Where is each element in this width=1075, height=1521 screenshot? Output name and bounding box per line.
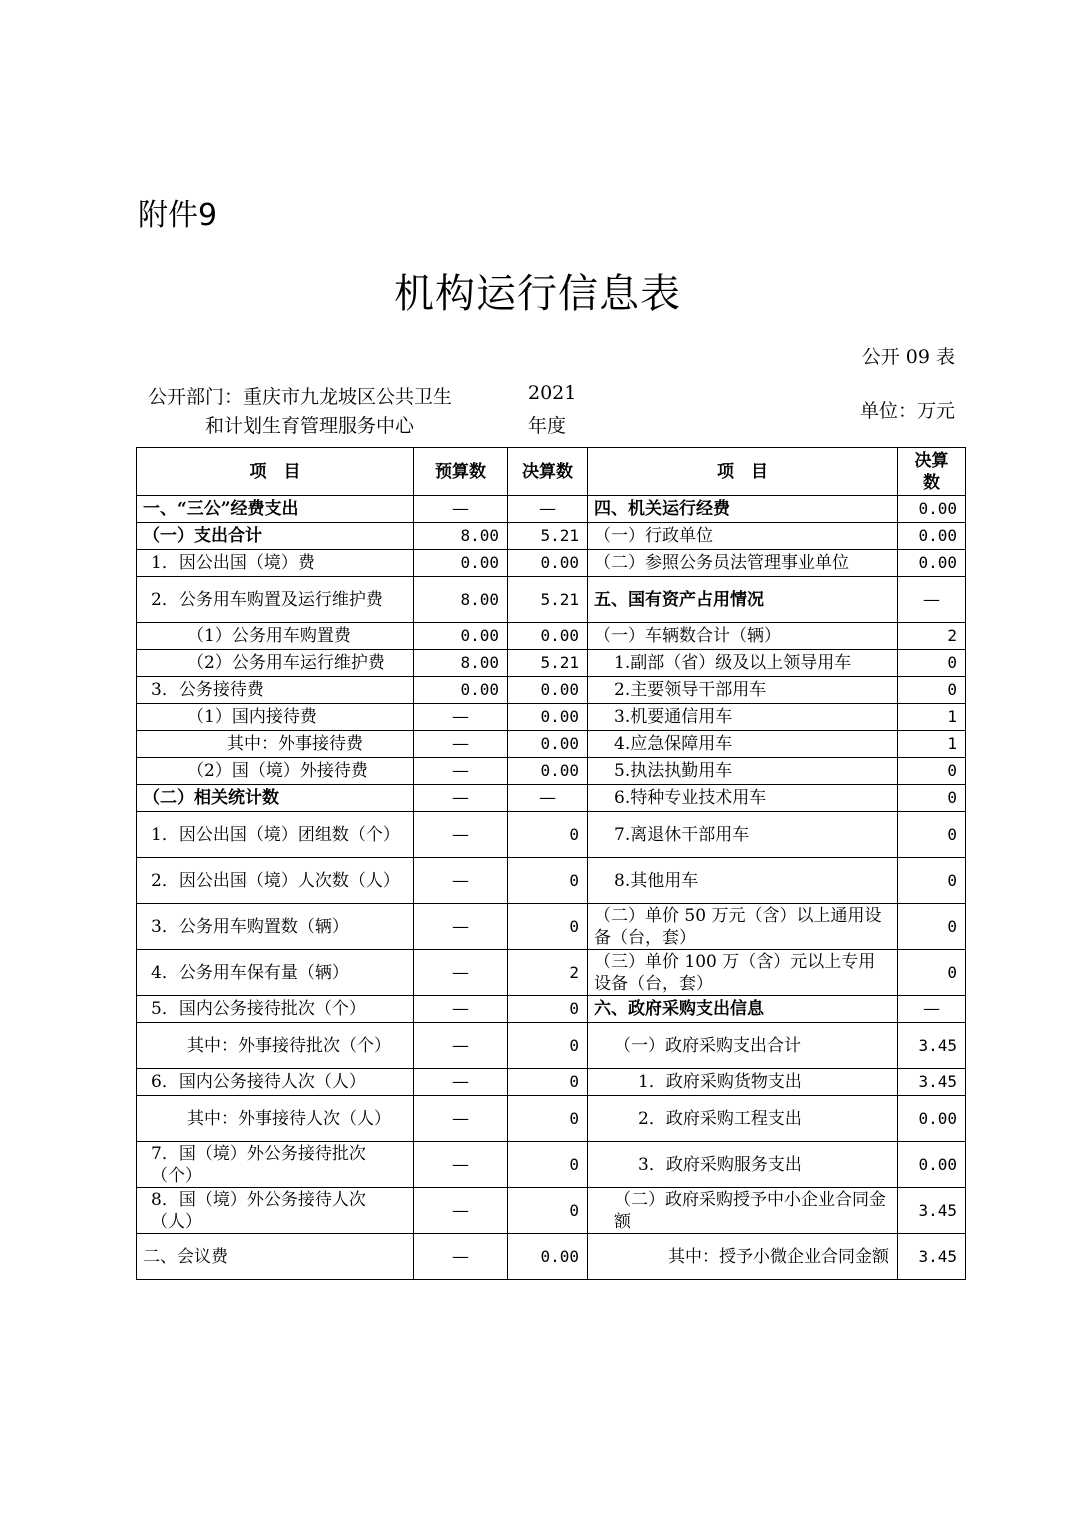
final-cell: 0 bbox=[508, 1023, 588, 1069]
table-row bbox=[137, 550, 966, 577]
table-row bbox=[137, 731, 966, 758]
final-cell: 2 bbox=[508, 950, 588, 996]
budget-cell: — bbox=[414, 1188, 508, 1234]
table-row bbox=[137, 1069, 966, 1096]
row-label-right: （三）单价 100 万（含）元以上专用设备（台，套） bbox=[588, 950, 898, 996]
row-label: 3．公务用车购置数（辆） bbox=[137, 904, 414, 950]
budget-cell: 0.00 bbox=[414, 550, 508, 577]
table-row bbox=[137, 758, 966, 785]
budget-cell: — bbox=[414, 904, 508, 950]
row-label-right: 2．政府采购工程支出 bbox=[588, 1096, 898, 1142]
final-cell: 0.00 bbox=[508, 623, 588, 650]
form-number: 公开 09 表 bbox=[861, 346, 955, 368]
row-label: 2．因公出国（境）人次数（人） bbox=[137, 858, 414, 904]
budget-cell: — bbox=[414, 950, 508, 996]
row-label: 5．国内公务接待批次（个） bbox=[137, 996, 414, 1023]
final-cell-right: 3.45 bbox=[898, 1023, 966, 1069]
final-cell-right: 0.00 bbox=[898, 1142, 966, 1188]
table-row bbox=[137, 704, 966, 731]
final-cell: — bbox=[508, 785, 588, 812]
budget-cell: — bbox=[414, 1069, 508, 1096]
unit-label: 单位：万元 bbox=[859, 400, 955, 422]
header-budget: 预算数 bbox=[414, 448, 508, 496]
row-label: （二）相关统计数 bbox=[137, 785, 414, 812]
table-row bbox=[137, 1188, 966, 1234]
final-cell-right: 0 bbox=[898, 677, 966, 704]
final-cell-right: 0 bbox=[898, 904, 966, 950]
row-label-right: 5.执法执勤用车 bbox=[588, 758, 898, 785]
budget-cell: — bbox=[414, 858, 508, 904]
final-cell-right: 0 bbox=[898, 650, 966, 677]
table-row bbox=[137, 1142, 966, 1188]
final-cell: 0 bbox=[508, 1096, 588, 1142]
final-cell-right: 0.00 bbox=[898, 1096, 966, 1142]
table-row bbox=[137, 1023, 966, 1069]
row-label: 二、会议费 bbox=[137, 1234, 414, 1280]
final-cell-right: 3.45 bbox=[898, 1234, 966, 1280]
table-row bbox=[137, 812, 966, 858]
final-cell-right: 1 bbox=[898, 731, 966, 758]
row-label: 6．国内公务接待人次（人） bbox=[137, 1069, 414, 1096]
table-row bbox=[137, 496, 966, 523]
budget-cell: — bbox=[414, 758, 508, 785]
budget-cell: — bbox=[414, 1096, 508, 1142]
row-label-right: 7.离退休干部用车 bbox=[588, 812, 898, 858]
final-cell: 0.00 bbox=[508, 550, 588, 577]
row-label-right: （二）参照公务员法管理事业单位 bbox=[588, 550, 898, 577]
budget-cell: 8.00 bbox=[414, 577, 508, 623]
row-label-right: （二）单价 50 万元（含）以上通用设备（台，套） bbox=[588, 904, 898, 950]
row-label-right: 8.其他用车 bbox=[588, 858, 898, 904]
table-row bbox=[137, 950, 966, 996]
row-label: 其中：外事接待批次（个） bbox=[137, 1023, 414, 1069]
row-label-right: （二）政府采购授予中小企业合同金额 bbox=[588, 1188, 898, 1234]
final-cell-right: 2 bbox=[898, 623, 966, 650]
header-final: 决算数 bbox=[508, 448, 588, 496]
final-cell-right: — bbox=[898, 996, 966, 1023]
final-cell: 0 bbox=[508, 858, 588, 904]
table-row bbox=[137, 523, 966, 550]
final-cell-right: 0 bbox=[898, 812, 966, 858]
row-label: 4．公务用车保有量（辆） bbox=[137, 950, 414, 996]
table-row bbox=[137, 623, 966, 650]
row-label-right: 其中：授予小微企业合同金额 bbox=[588, 1234, 898, 1280]
final-cell: 0 bbox=[508, 812, 588, 858]
budget-cell: — bbox=[414, 704, 508, 731]
page-title: 机构运行信息表 bbox=[394, 271, 681, 317]
final-cell-right: 1 bbox=[898, 704, 966, 731]
budget-cell: — bbox=[414, 1234, 508, 1280]
department-line-1: 公开部门：重庆市九龙坡区公共卫生 bbox=[148, 386, 453, 408]
budget-cell: 8.00 bbox=[414, 650, 508, 677]
final-cell: 0 bbox=[508, 1069, 588, 1096]
row-label: （1）公务用车购置费 bbox=[137, 623, 414, 650]
row-label-right: 2.主要领导干部用车 bbox=[588, 677, 898, 704]
row-label-right: 1.副部（省）级及以上领导用车 bbox=[588, 650, 898, 677]
row-label-right: 3.机要通信用车 bbox=[588, 704, 898, 731]
row-label: （2）国（境）外接待费 bbox=[137, 758, 414, 785]
final-cell-right: 0 bbox=[898, 785, 966, 812]
table-row bbox=[137, 785, 966, 812]
row-label: （2）公务用车运行维护费 bbox=[137, 650, 414, 677]
final-cell-right: 0.00 bbox=[898, 550, 966, 577]
final-cell-right: 0 bbox=[898, 950, 966, 996]
header-item-right: 项 目 bbox=[588, 448, 898, 496]
final-cell-right: 0.00 bbox=[898, 496, 966, 523]
budget-cell: — bbox=[414, 1142, 508, 1188]
header-final-right: 决算数 bbox=[898, 448, 966, 496]
row-label-right: 3．政府采购服务支出 bbox=[588, 1142, 898, 1188]
header-row bbox=[137, 448, 966, 496]
final-cell-right: 0.00 bbox=[898, 523, 966, 550]
row-label-right: （一）行政单位 bbox=[588, 523, 898, 550]
final-cell: 0 bbox=[508, 1142, 588, 1188]
budget-cell: 0.00 bbox=[414, 623, 508, 650]
row-label-right: 6.特种专业技术用车 bbox=[588, 785, 898, 812]
final-cell: 0.00 bbox=[508, 758, 588, 785]
table-row bbox=[137, 858, 966, 904]
row-label-right: 1．政府采购货物支出 bbox=[588, 1069, 898, 1096]
department-line-2: 和计划生育管理服务中心 bbox=[205, 415, 415, 437]
final-cell: — bbox=[508, 496, 588, 523]
row-label: 1．因公出国（境）费 bbox=[137, 550, 414, 577]
final-cell: 0 bbox=[508, 996, 588, 1023]
final-cell-right: — bbox=[898, 577, 966, 623]
table-row bbox=[137, 904, 966, 950]
row-label: 其中：外事接待人次（人） bbox=[137, 1096, 414, 1142]
table-row bbox=[137, 577, 966, 623]
row-label-right: （一）政府采购支出合计 bbox=[588, 1023, 898, 1069]
table-row bbox=[137, 650, 966, 677]
budget-cell: — bbox=[414, 996, 508, 1023]
final-cell: 0.00 bbox=[508, 677, 588, 704]
budget-cell: 0.00 bbox=[414, 677, 508, 704]
table-row bbox=[137, 677, 966, 704]
row-label: 3．公务接待费 bbox=[137, 677, 414, 704]
row-label: 2．公务用车购置及运行维护费 bbox=[137, 577, 414, 623]
final-cell-right: 0 bbox=[898, 758, 966, 785]
table-row bbox=[137, 1096, 966, 1142]
final-cell: 0 bbox=[508, 904, 588, 950]
row-label-right: （一）车辆数合计（辆） bbox=[588, 623, 898, 650]
final-cell-right: 3.45 bbox=[898, 1188, 966, 1234]
final-cell: 5.21 bbox=[508, 523, 588, 550]
header-item-left: 项 目 bbox=[137, 448, 414, 496]
row-label: （一）支出合计 bbox=[137, 523, 414, 550]
row-label-right: 4.应急保障用车 bbox=[588, 731, 898, 758]
table-row bbox=[137, 1234, 966, 1280]
row-label-right: 五、国有资产占用情况 bbox=[588, 577, 898, 623]
budget-cell: — bbox=[414, 812, 508, 858]
final-cell: 5.21 bbox=[508, 577, 588, 623]
year-label: 年度 bbox=[528, 415, 567, 437]
final-cell: 0.00 bbox=[508, 1234, 588, 1280]
final-cell: 0.00 bbox=[508, 704, 588, 731]
row-label-right: 四、机关运行经费 bbox=[588, 496, 898, 523]
final-cell: 0.00 bbox=[508, 731, 588, 758]
year-value: 2021 bbox=[528, 382, 577, 404]
row-label: （1）国内接待费 bbox=[137, 704, 414, 731]
table-row bbox=[137, 996, 966, 1023]
final-cell-right: 3.45 bbox=[898, 1069, 966, 1096]
row-label-right: 六、政府采购支出信息 bbox=[588, 996, 898, 1023]
row-label: 一、“三公”经费支出 bbox=[137, 496, 414, 523]
budget-cell: — bbox=[414, 731, 508, 758]
budget-cell: — bbox=[414, 496, 508, 523]
final-cell: 5.21 bbox=[508, 650, 588, 677]
row-label: 7．国（境）外公务接待批次（个） bbox=[137, 1142, 414, 1188]
info-table bbox=[136, 447, 966, 1280]
final-cell: 0 bbox=[508, 1188, 588, 1234]
attachment-label: 附件9 bbox=[138, 198, 218, 233]
row-label: 1．因公出国（境）团组数（个） bbox=[137, 812, 414, 858]
row-label: 8．国（境）外公务接待人次（人） bbox=[137, 1188, 414, 1234]
row-label: 其中：外事接待费 bbox=[137, 731, 414, 758]
final-cell-right: 0 bbox=[898, 858, 966, 904]
budget-cell: 8.00 bbox=[414, 523, 508, 550]
budget-cell: — bbox=[414, 1023, 508, 1069]
budget-cell: — bbox=[414, 785, 508, 812]
